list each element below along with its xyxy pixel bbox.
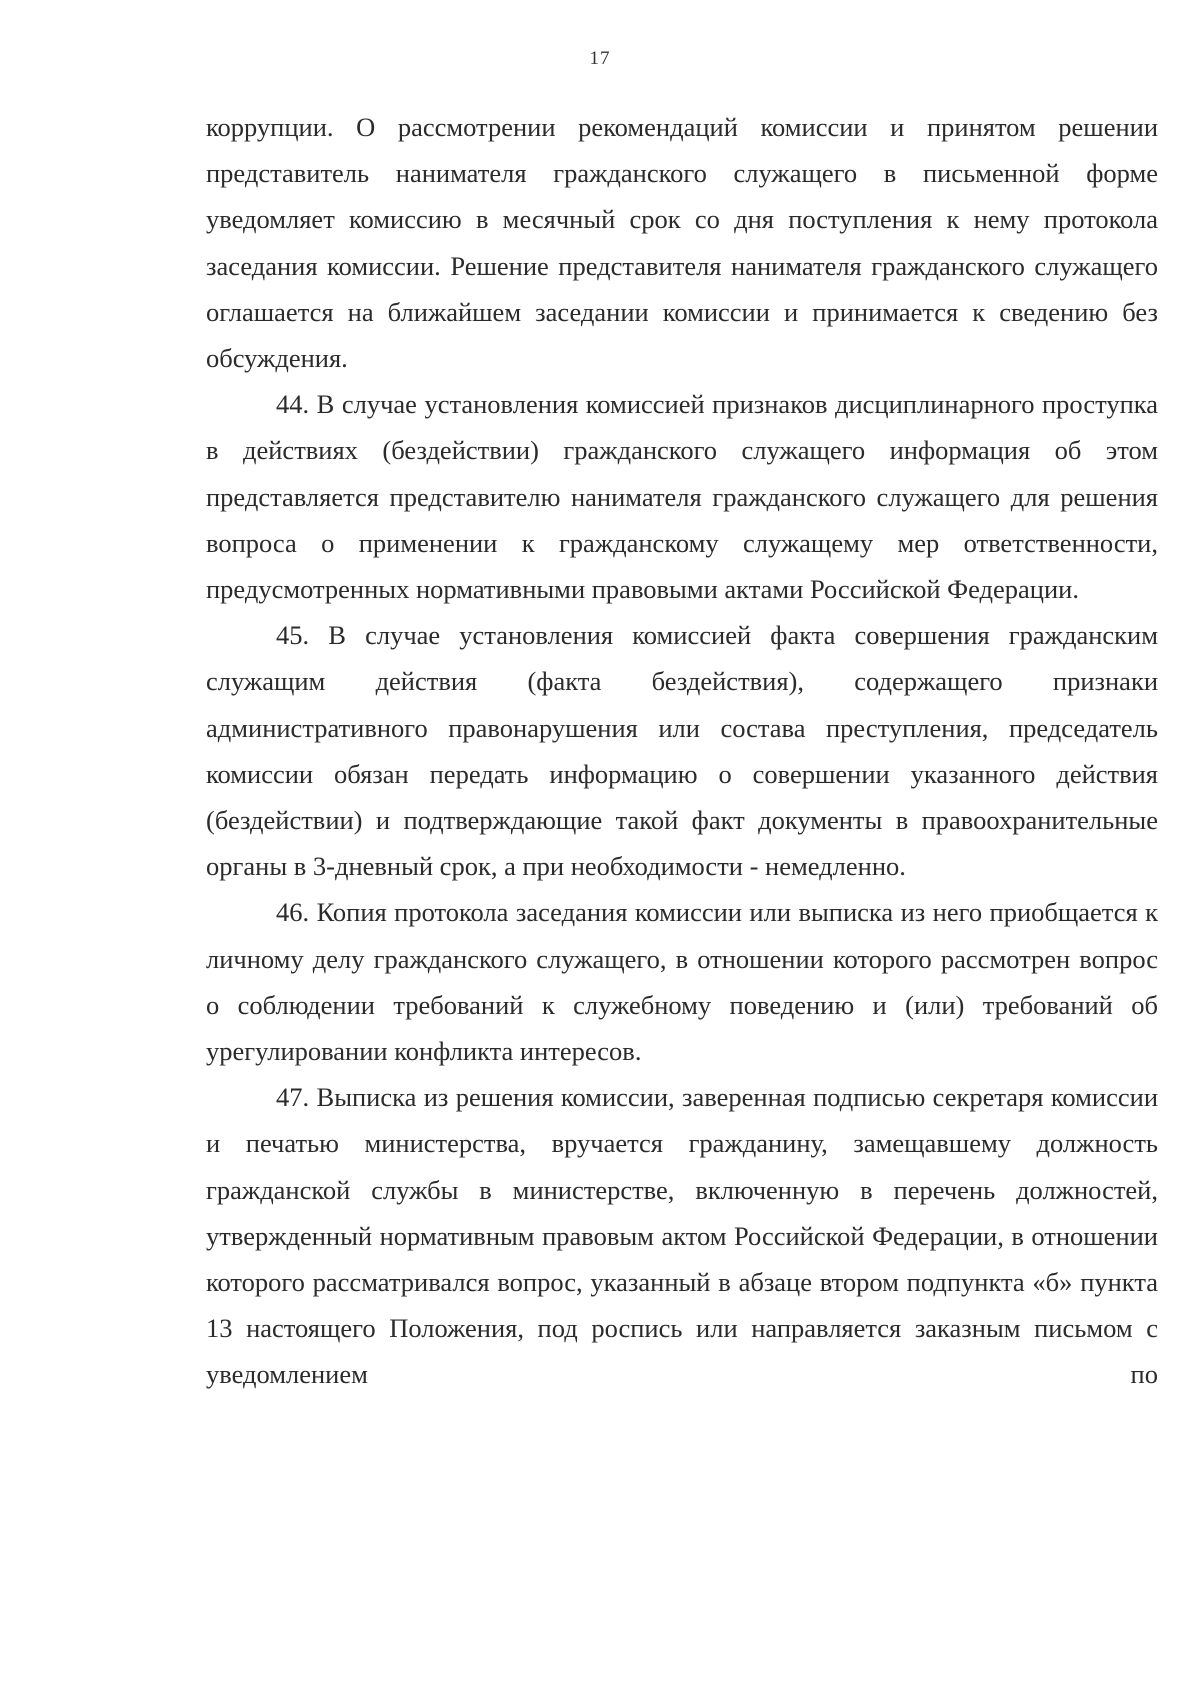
document-body (206, 104, 1158, 1398)
paragraph-44: 44. В случае установления комиссией признаков дисциплинарного проступка в действиях (бездействии) гражданского служащего информация об этом представляется представителю нанимателя гражданского служащего для решения вопроса о применении к гражданскому служащему мер ответственности, предусмотренных нормативными правовыми актами Российской Федерации. (206, 389, 1158, 605)
paragraph-47: 47. Выписка из решения комиссии, заверенная подписью секретаря комиссии и печатью министерства, вручается гражданину, замещавшему должность гражданской службы в министерстве, включенную в перечень должностей, утвержденный нормативным правовым актом Российской Федерации, в отношении которого рассматривался вопрос, указанный в абзаце втором подпункта «б» пункта 13 настоящего Положения, под роспись или направляется заказным письмом с уведомлением по (206, 1082, 1158, 1390)
paragraph-46: 46. Копия протокола заседания комиссии или выписка из него приобщается к личному делу гражданского служащего, в отношении которого рассмотрен вопрос о соблюдении требований к служебному поведению и (или) требований об урегулировании конфликта интересов. (206, 897, 1158, 1067)
paragraph-45: 45. В случае установления комиссией факта совершения гражданским служащим действия (факта бездействия), содержащего признаки административного правонарушения или состава преступления, председатель комиссии обязан передать информацию о совершении указанного действия (бездействии) и подтверждающие такой факт документы в правоохранительные органы в 3-дневный срок, а при необходимости - немедленно. (206, 620, 1158, 882)
page-number: 17 (589, 48, 611, 69)
paragraph-continuation: коррупции. О рассмотрении рекомендаций комиссии и принятом решении представитель нанимателя гражданского служащего в письменной форме уведомляет комиссию в месячный срок со дня поступления к нему протокола заседания комиссии. Решение представителя нанимателя гражданского служащего оглашается на ближайшем заседании комиссии и принимается к сведению без обсуждения. (206, 112, 1158, 374)
